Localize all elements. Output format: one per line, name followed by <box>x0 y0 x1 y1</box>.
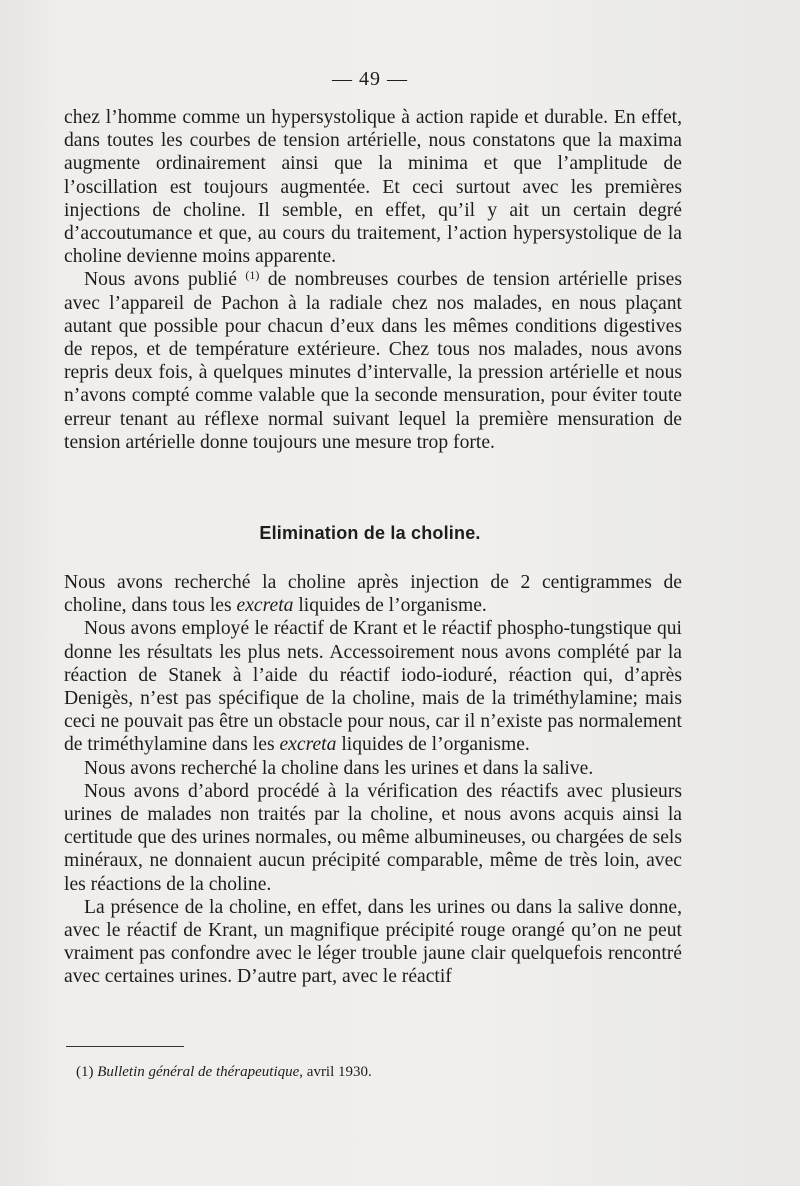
excreta-term: excreta <box>236 595 294 617</box>
page-number: — 49 — <box>332 68 408 90</box>
footnote-divider <box>66 1046 184 1047</box>
paragraph-hypersystolic: chez l’homme comme un hypersystolique à action rapide et durable. En effet, dans toutes les courbes de tension artérielle, nous constatons que la maxima augmente ordinairement ainsi que la minima et que l’amplitude de l’oscillation est toujours augmentée. Et ceci surtout avec les premières injections de choline. Il semble, en effet, qu’il y ait un certain degré d’accoutumance et que, au cours du traitement, l’action hypersystolique de la choline devienne moins apparente. <box>64 107 682 268</box>
section-heading: Elimination de la choline. <box>259 523 481 543</box>
paragraph-verification: Nous avons d’abord procédé à la vérification des réactifs avec plusieurs urines de malades non traités par la choline, et nous avons acquis ainsi la certitude que des urines normales, ou même albumineuses, ou chargées de sels minéraux, ne donnaient aucun précipité comparable, même de très loin, avec les réactions de la choline. <box>64 780 682 895</box>
paragraph-krant-reaction: La présence de la choline, en effet, dans les urines ou dans la salive donne, avec le réactif de Krant, un magnifique précipité rouge orangé qu’on ne peut vraiment pas confondre avec le léger trouble jaune clair quelquefois rencontré avec certaines urines. D’autre part, avec le réactif <box>64 896 682 988</box>
footnote-marker: (1) <box>76 1064 94 1080</box>
paragraph-curves <box>64 268 682 454</box>
footnote <box>76 1063 372 1081</box>
paragraph-reagents <box>64 617 682 756</box>
footnote-details: , avril 1930. <box>299 1064 372 1080</box>
text-block-elimination <box>64 571 682 989</box>
paragraph-urine-saliva: Nous avons recherché la choline dans les urines et dans la salive. <box>84 757 594 779</box>
paragraph-curves-start: Nous avons publié <box>84 269 246 291</box>
paragraph-reagents-start: Nous avons employé le réactif de Krant et le réactif phospho-tungstique qui donne les résultats les plus nets. Accessoirement nous avons complété par la réaction de Stanek à l’aide du réactif iodo-ioduré, réaction qui, d’après Denigès, n’est pas spécifique de la choline, mais de la triméthylamine; mais ceci ne pouvait pas être un obstacle pour nous, car il n’existe pas normalement de triméthylamine dans les <box>64 618 682 756</box>
paragraph-injection <box>64 571 682 617</box>
excreta-term: excreta <box>279 734 337 756</box>
footnote-journal-title: Bulletin général de thérapeutique <box>97 1064 300 1080</box>
paragraph-reagents-end: liquides de l’organisme. <box>336 734 530 756</box>
paragraph-injection-start: Nous avons recherché la choline après injection de 2 centigrammes de choline, dans tous les <box>64 572 682 617</box>
footnote-reference[interactable]: (1) <box>245 268 260 283</box>
paragraph-curves-rest: de nombreuses courbes de tension artérielle prises avec l’appareil de Pachon à la radiale chez nos malades, en nous plaçant autant que possible pour chacun d’eux dans les mêmes conditions digestives de repos, et de température extérieure. Chez tous nos malades, nous avons repris deux fois, à quelques minutes d’intervalle, la pression artérielle et nous n’avons compté comme valable que la seconde mensuration, pour éviter toute erreur tenant au réflexe normal suivant lequel la première mensuration de tension artérielle donne toujours une mesure trop forte. <box>64 269 682 453</box>
text-block-tension <box>64 106 682 454</box>
paragraph-injection-end: liquides de l’organisme. <box>293 595 487 617</box>
